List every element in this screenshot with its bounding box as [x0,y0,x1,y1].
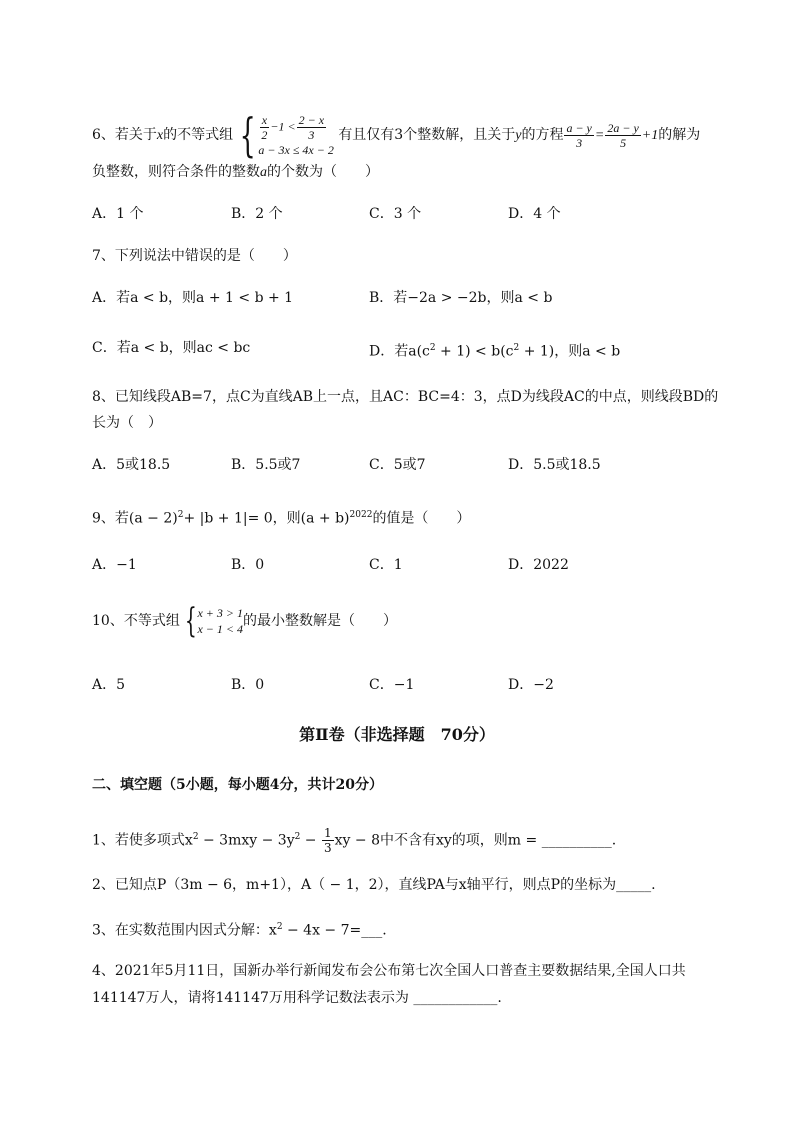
q7-stem: 7、下列说法中错误的是（ ） [92,248,297,264]
q10-option-a[interactable]: A．5 [92,677,126,693]
fill-q4-line2: 141147万人，请将141147万用科学记数法表示为 ____________. [92,990,502,1006]
q6-var-x: x [156,128,164,143]
q8-option-a[interactable]: A．5或18.5 [92,457,171,473]
q6-text-mid: 的不等式组 [163,127,234,143]
q6-sys-row1: $\frac{x}{2}$ −1 < $\frac{2 - x}{3}$ [261,112,325,142]
q8-stem-line1: 8、已知线段AB=7，点C为直线AB上一点，且AC：BC=4：3，点D为线段AC的中点，则线段BD的 [92,389,719,405]
q6-text-eq: 的方程 [521,127,564,143]
q6-option-b[interactable]: B．2 个 [231,206,283,222]
q7-option-d[interactable]: D．若$a(c^2 + 1) < b(c^2 + 1)$，则a < b [369,343,621,360]
q9-option-c[interactable]: C．1 [369,557,403,573]
q9-option-a[interactable]: A．−1 [92,557,137,573]
q6-equation: $\frac{a - y}{3}$ = $\frac{2a - y}{5}$ +1 [566,121,659,151]
q9-option-b[interactable]: B．0 [231,557,265,573]
q6-text-after: 有且仅有3个整数解，且关于 [338,127,516,143]
q6-text-end: 的解为 [658,127,701,143]
fill-in-heading: 二、填空题（5小题，每小题4分，共计20分） [92,777,383,793]
q6-var-y: y [515,128,522,143]
q9-stem: 9、若$(a - 2)^2+ |b + 1|= 0$，则$(a + b)^{2022}$的值是（ ） [92,510,471,527]
q7-option-a[interactable]: A．若a < b，则a + 1 < b + 1 [92,290,294,306]
q6-sys-row2: a − 3x ≤ 4x − 2 [258,142,334,157]
q10-inequality-system: { x + 3 > 1 x − 1 < 4 [184,601,243,641]
q7-option-b[interactable]: B．若−2a > −2b，则a < b [369,290,553,306]
q6-stem-line2: 负整数，则符合条件的整数a的个数为（ ） [92,164,379,180]
q6-prefix: 6、若关于 [92,127,157,143]
q6-stem-line1 [92,108,701,162]
q10-option-d[interactable]: D．−2 [508,677,554,693]
q8-option-d[interactable]: D．5.5或18.5 [508,457,601,473]
q6-option-d[interactable]: D．4 个 [508,206,561,222]
q8-option-b[interactable]: B．5.5或7 [231,457,301,473]
q10-stem: 10、不等式组 { x + 3 > 1 x − 1 < 4 的最小整数解是（ ） [92,601,397,641]
q6-option-a[interactable]: A．1 个 [92,206,144,222]
q6-option-c[interactable]: C．3 个 [369,206,422,222]
q6-inequality-system [233,108,334,162]
q7-option-c[interactable]: C．若a < b，则ac < bc [92,340,251,356]
fill-q1: 1、若使多项式$x^2 - 3mxy - 3y^2$ − $\frac{1}{3}$ xy − 8中不含有xy的项，则m = __________. [92,826,617,855]
q10-option-c[interactable]: C．−1 [369,677,415,693]
fill-q4-line1: 4、2021年5月11日，国新办举行新闻发布会公布第七次全国人口普查主要数据结果,全国人口共 [92,963,686,979]
q9-option-d[interactable]: D．2022 [508,557,569,573]
part2-title: 第Ⅱ卷（非选择题 70分） [299,725,495,744]
fill-q3: 3、在实数范围内因式分解：$x^2 - 4x$ − 7=___. [92,922,387,939]
left-brace-icon: { [184,601,197,641]
left-brace-icon: { [239,108,256,162]
q8-stem-line2: 长为（ ） [92,415,162,431]
fill-q2: 2、已知点P（3m − 6，m+1），A（ − 1，2），直线PA与x轴平行，则点P的坐标为_____. [92,877,656,893]
q8-option-c[interactable]: C．5或7 [369,457,426,473]
q10-option-b[interactable]: B．0 [231,677,265,693]
